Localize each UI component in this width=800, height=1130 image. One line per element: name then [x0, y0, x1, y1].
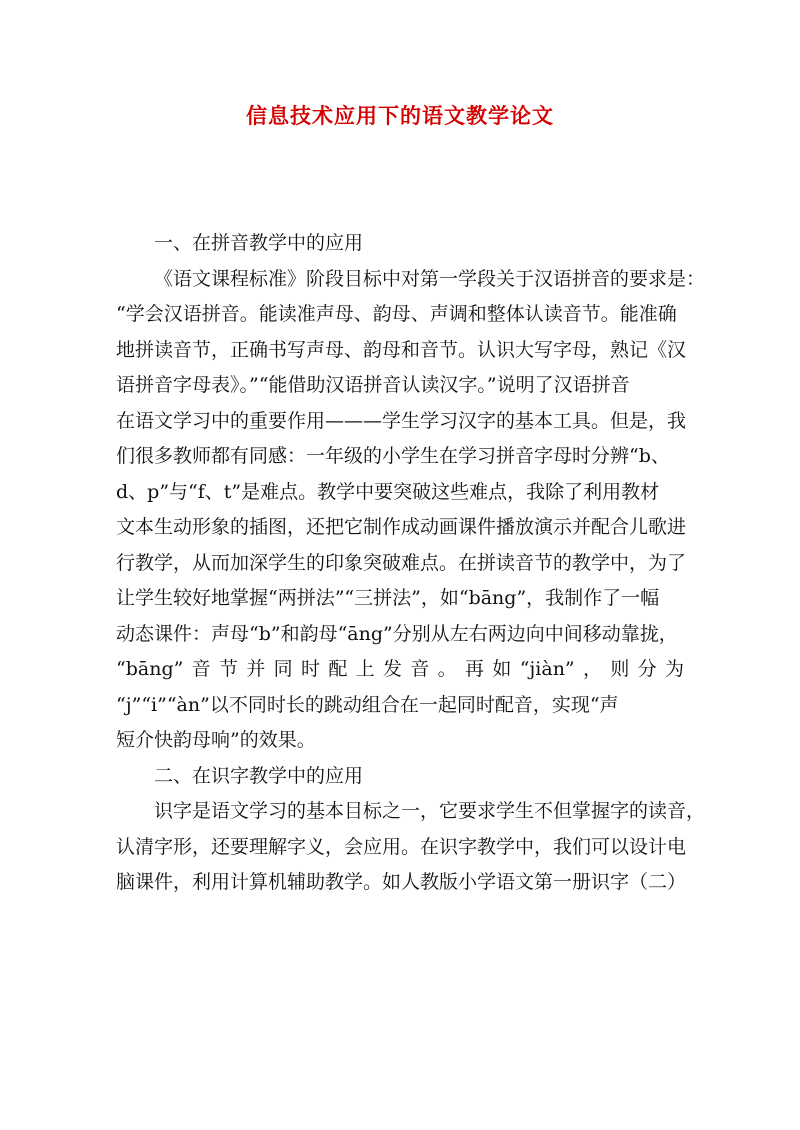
paragraph-line: “j”“i”“àn”以不同时长的跳动组合在一起同时配音，实现“声 [116, 693, 619, 716]
paragraph-line: 们很多教师都有同感：一年级的小学生在学习拼音字母时分辨“b、 [116, 445, 670, 467]
paragraph-line: “学会汉语拼音。能读准声母、韵母、声调和整体认读音节。能准确 [116, 303, 677, 325]
paragraph-line: 在语文学习中的重要作用———学生学习汉字的基本工具。但是，我 [116, 409, 687, 432]
section-heading-pinyin: 一、在拼音教学中的应用 [154, 232, 364, 254]
paragraph-line: 让学生较好地掌握“两拼法”“三拼法”，如“bāng”，我制作了一幅 [116, 587, 660, 609]
document-title: 信息技术应用下的语文教学论文 [246, 103, 554, 128]
paragraph-line: 地拼读音节，正确书写声母、韵母和音节。认识大写字母，熟记《汉 [116, 338, 687, 361]
paragraph-pinyin [116, 262, 706, 759]
section-heading-literacy: 二、在识字教学中的应用 [154, 764, 364, 787]
paragraph-line: 脑课件，利用计算机辅助教学。如人教版小学语文第一册识字（二） [116, 871, 687, 893]
paragraph-line: 动态课件：声母“b”和韵母“āng”分别从左右两边向中间移动靠拢， [116, 622, 678, 645]
paragraph-line: “bāng”音节并同时配上发音。再如“jiàn”，则分为 [116, 658, 684, 680]
paragraph-line: 语拼音字母表》。”“能借助汉语拼音认读汉字。”说明了汉语拼音 [116, 374, 630, 396]
paragraph-line: 认清字形，还要理解字义，会应用。在识字教学中，我们可以设计电 [116, 835, 687, 858]
paragraph-literacy [116, 794, 706, 901]
paragraph-line: 短介快韵母响”的效果。 [116, 729, 316, 751]
document-body [116, 226, 706, 901]
paragraph-line: 文本生动形象的插图，还把它制作成动画课件播放演示并配合儿歌进 [116, 516, 687, 538]
paragraph-line: 行教学，从而加深学生的印象突破难点。在拼读音节的教学中，为了 [116, 551, 687, 574]
paragraph-line: d、p”与“f、t”是难点。教学中要突破这些难点，我除了利用教材 [116, 480, 660, 503]
paragraph-line: 《语文课程标准》阶段目标中对第一学段关于汉语拼音的要求是： [154, 267, 706, 290]
paragraph-line: 识字是语文学习的基本目标之一，它要求学生不但掌握字的读音， [154, 800, 706, 822]
